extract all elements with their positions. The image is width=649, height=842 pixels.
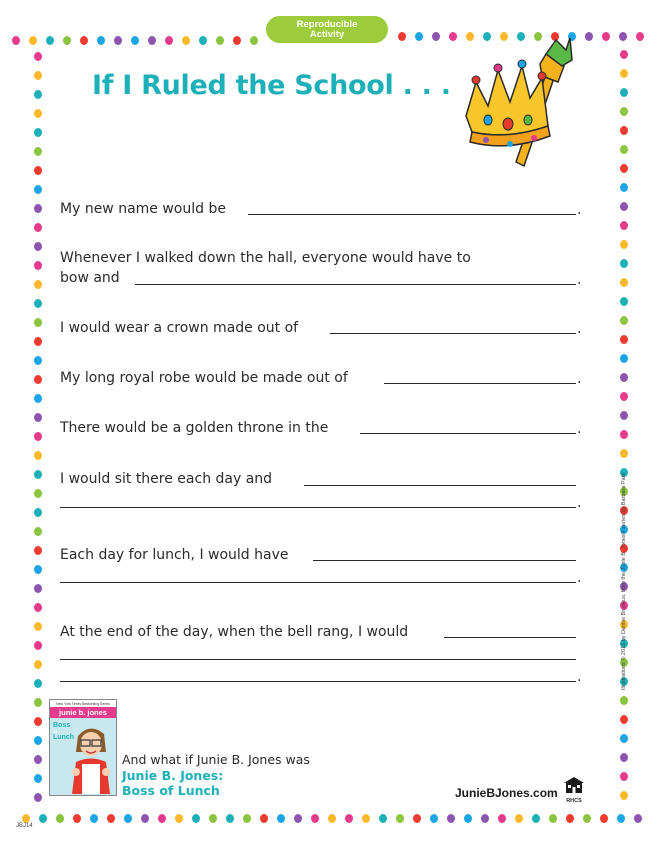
confetti-dot: [498, 814, 506, 823]
book-cover-image: [49, 699, 117, 796]
confetti-dot: [311, 814, 319, 823]
answer-line-throne[interactable]: [360, 433, 576, 434]
confetti-dot: [192, 814, 200, 823]
confetti-dot: [34, 71, 42, 80]
confetti-dot: [432, 32, 440, 41]
confetti-dot: [34, 546, 42, 555]
confetti-dot: [226, 814, 234, 823]
confetti-dot: [345, 814, 353, 823]
sheet-code: JBJ14: [16, 823, 33, 829]
confetti-dot: [619, 32, 627, 41]
confetti-dot: [620, 221, 628, 230]
illustration-credit: Illustrations © 2015 by Denise Brunkus, from the Junie B. Jones® series by Barbara Park: [621, 472, 627, 690]
prompt-bell: At the end of the day, when the bell rang, I would: [60, 624, 409, 640]
answer-line-sit-1[interactable]: [304, 485, 576, 486]
confetti-dot: [620, 126, 628, 135]
confetti-dot: [620, 791, 628, 800]
confetti-dot: [250, 36, 258, 45]
schoolhouse-icon: [563, 776, 585, 794]
confetti-dot: [447, 814, 455, 823]
confetti-dot: [34, 774, 42, 783]
confetti-dot: [620, 240, 628, 249]
confetti-dot: [620, 88, 628, 97]
confetti-dot: [22, 814, 30, 823]
publisher-mark: RHCS: [566, 798, 582, 804]
confetti-dot: [328, 814, 336, 823]
confetti-dot: [620, 430, 628, 439]
confetti-dot: [124, 814, 132, 823]
confetti-dot: [620, 392, 628, 401]
answer-line-crown[interactable]: [330, 333, 576, 334]
period: .: [577, 495, 582, 511]
confetti-dot: [620, 411, 628, 420]
period: .: [577, 371, 582, 387]
confetti-dot: [617, 814, 625, 823]
confetti-dot: [34, 432, 42, 441]
confetti-dot: [515, 814, 523, 823]
confetti-dot: [107, 814, 115, 823]
period: .: [577, 321, 582, 337]
confetti-dot: [34, 603, 42, 612]
confetti-dot: [620, 354, 628, 363]
confetti-dot: [80, 36, 88, 45]
confetti-dot: [158, 814, 166, 823]
prompt-new-name-text: My new name would be: [60, 201, 226, 217]
answer-line-robe[interactable]: [384, 383, 576, 384]
badge-line-2: Activity: [309, 28, 345, 40]
confetti-dot: [620, 715, 628, 724]
confetti-dot: [34, 394, 42, 403]
confetti-dot: [34, 698, 42, 707]
confetti-dot: [620, 259, 628, 268]
confetti-dot: [175, 814, 183, 823]
answer-line-lunch-2[interactable]: [60, 582, 576, 583]
confetti-dot: [620, 335, 628, 344]
prompt-crown: I would wear a crown made out of: [60, 320, 299, 336]
confetti-dot: [34, 584, 42, 593]
confetti-dot: [532, 814, 540, 823]
confetti-dot: [34, 204, 42, 213]
confetti-dot: [34, 451, 42, 460]
book-banner: New York Times Bestselling Series: [50, 700, 116, 707]
confetti-dot: [199, 36, 207, 45]
confetti-dot: [90, 814, 98, 823]
confetti-dot: [34, 147, 42, 156]
confetti-dot: [600, 814, 608, 823]
confetti-dot: [583, 814, 591, 823]
website-link[interactable]: JunieBJones.com: [455, 786, 558, 800]
confetti-dot: [34, 109, 42, 118]
book-title-3: Lunch: [53, 734, 74, 741]
prompt-new-name: [60, 199, 582, 219]
answer-line-sit-2[interactable]: [60, 507, 576, 508]
confetti-dot: [12, 36, 20, 45]
confetti-dot: [29, 36, 37, 45]
confetti-dot: [430, 814, 438, 823]
confetti-dot: [141, 814, 149, 823]
confetti-dot: [620, 183, 628, 192]
prompt-throne: There would be a golden throne in the: [60, 420, 329, 436]
confetti-dot: [34, 128, 42, 137]
confetti-dot: [396, 814, 404, 823]
prompt-sit: I would sit there each day and: [60, 471, 273, 487]
confetti-dot: [165, 36, 173, 45]
confetti-dot: [34, 52, 42, 61]
confetti-dot: [34, 527, 42, 536]
confetti-dot: [602, 32, 610, 41]
book-title-1: Boss: [53, 722, 71, 729]
reproducible-activity-badge: [266, 16, 388, 43]
confetti-dot: [34, 793, 42, 802]
confetti-dot: [620, 164, 628, 173]
confetti-dot: [549, 814, 557, 823]
confetti-dot: [398, 32, 406, 41]
publisher-logo: [563, 776, 585, 802]
confetti-dot: [449, 32, 457, 41]
confetti-dot: [464, 814, 472, 823]
confetti-dot: [620, 316, 628, 325]
confetti-dot: [34, 90, 42, 99]
confetti-dot: [34, 755, 42, 764]
confetti-dot: [34, 166, 42, 175]
confetti-dot: [277, 814, 285, 823]
answer-line-bell-2[interactable]: [60, 659, 576, 660]
confetti-dot: [34, 470, 42, 479]
confetti-dot: [413, 814, 421, 823]
confetti-dot: [34, 508, 42, 517]
prompt-lunch: Each day for lunch, I would have: [60, 547, 289, 563]
footer-book-title-line-2: Boss of Lunch: [122, 783, 220, 798]
confetti-dot: [566, 814, 574, 823]
confetti-dot: [46, 36, 54, 45]
confetti-dot: [39, 814, 47, 823]
confetti-dot: [294, 814, 302, 823]
confetti-dot: [73, 814, 81, 823]
confetti-dot: [34, 261, 42, 270]
footer-book-title[interactable]: [122, 768, 223, 798]
confetti-dot: [34, 280, 42, 289]
confetti-dot: [63, 36, 71, 45]
confetti-dot: [34, 318, 42, 327]
confetti-dot: [620, 297, 628, 306]
badge-line-1: Reproducible: [296, 18, 358, 30]
confetti-dot: [415, 32, 423, 41]
confetti-dot: [362, 814, 370, 823]
confetti-dot: [34, 679, 42, 688]
confetti-dot: [34, 565, 42, 574]
confetti-dot: [233, 36, 241, 45]
confetti-dot: [481, 814, 489, 823]
confetti-dot: [209, 814, 217, 823]
answer-line-bell-1[interactable]: [444, 637, 576, 638]
confetti-dot: [34, 356, 42, 365]
confetti-dot: [34, 717, 42, 726]
answer-line-new-name[interactable]: [248, 214, 576, 215]
confetti-dot: [34, 299, 42, 308]
confetti-dot: [34, 185, 42, 194]
prompt-hall-line-1: Whenever I walked down the hall, everyone would have to: [60, 250, 471, 266]
footer-prompt: And what if Junie B. Jones was: [122, 752, 310, 767]
book-series: junie b. jones: [50, 707, 116, 718]
confetti-dot: [620, 50, 628, 59]
confetti-dot: [634, 814, 642, 823]
answer-line-bell-3[interactable]: [60, 681, 576, 682]
footer-book-title-line-1: Junie B. Jones:: [122, 768, 224, 783]
junie-character-icon: [68, 722, 114, 794]
book-title-2: of: [53, 729, 57, 734]
confetti-dot: [34, 660, 42, 669]
confetti-dot: [620, 107, 628, 116]
confetti-dot: [216, 36, 224, 45]
confetti-dot: [620, 69, 628, 78]
confetti-dot: [34, 489, 42, 498]
confetti-dot: [243, 814, 251, 823]
confetti-dot: [620, 373, 628, 382]
period: .: [577, 669, 582, 685]
confetti-dot: [260, 814, 268, 823]
confetti-dot: [114, 36, 122, 45]
period: .: [577, 202, 582, 218]
confetti-dot: [379, 814, 387, 823]
confetti-dot: [620, 753, 628, 762]
confetti-dot: [620, 145, 628, 154]
confetti-dot: [620, 278, 628, 287]
page-title: If I Ruled the School . . .: [92, 70, 451, 101]
answer-line-hall[interactable]: [135, 284, 576, 285]
confetti-dot: [34, 223, 42, 232]
confetti-dot: [636, 32, 644, 41]
confetti-dot: [620, 202, 628, 211]
confetti-dot: [131, 36, 139, 45]
crown-scepter-icon: [458, 36, 578, 168]
confetti-dot: [34, 337, 42, 346]
period: .: [577, 421, 582, 437]
confetti-dot: [34, 622, 42, 631]
confetti-dot: [34, 641, 42, 650]
confetti-dot: [34, 242, 42, 251]
confetti-dot: [34, 375, 42, 384]
confetti-dot: [34, 413, 42, 422]
confetti-dot: [148, 36, 156, 45]
prompt-hall-line-2: bow and: [60, 270, 120, 286]
confetti-dot: [97, 36, 105, 45]
answer-line-lunch-1[interactable]: [313, 560, 576, 561]
period: .: [577, 272, 582, 288]
confetti-dot: [56, 814, 64, 823]
confetti-dot: [182, 36, 190, 45]
confetti-dot: [620, 772, 628, 781]
confetti-dot: [585, 32, 593, 41]
confetti-dot: [620, 696, 628, 705]
confetti-dot: [620, 449, 628, 458]
prompt-robe: My long royal robe would be made out of: [60, 370, 348, 386]
confetti-dot: [34, 736, 42, 745]
period: .: [577, 570, 582, 586]
confetti-dot: [620, 734, 628, 743]
